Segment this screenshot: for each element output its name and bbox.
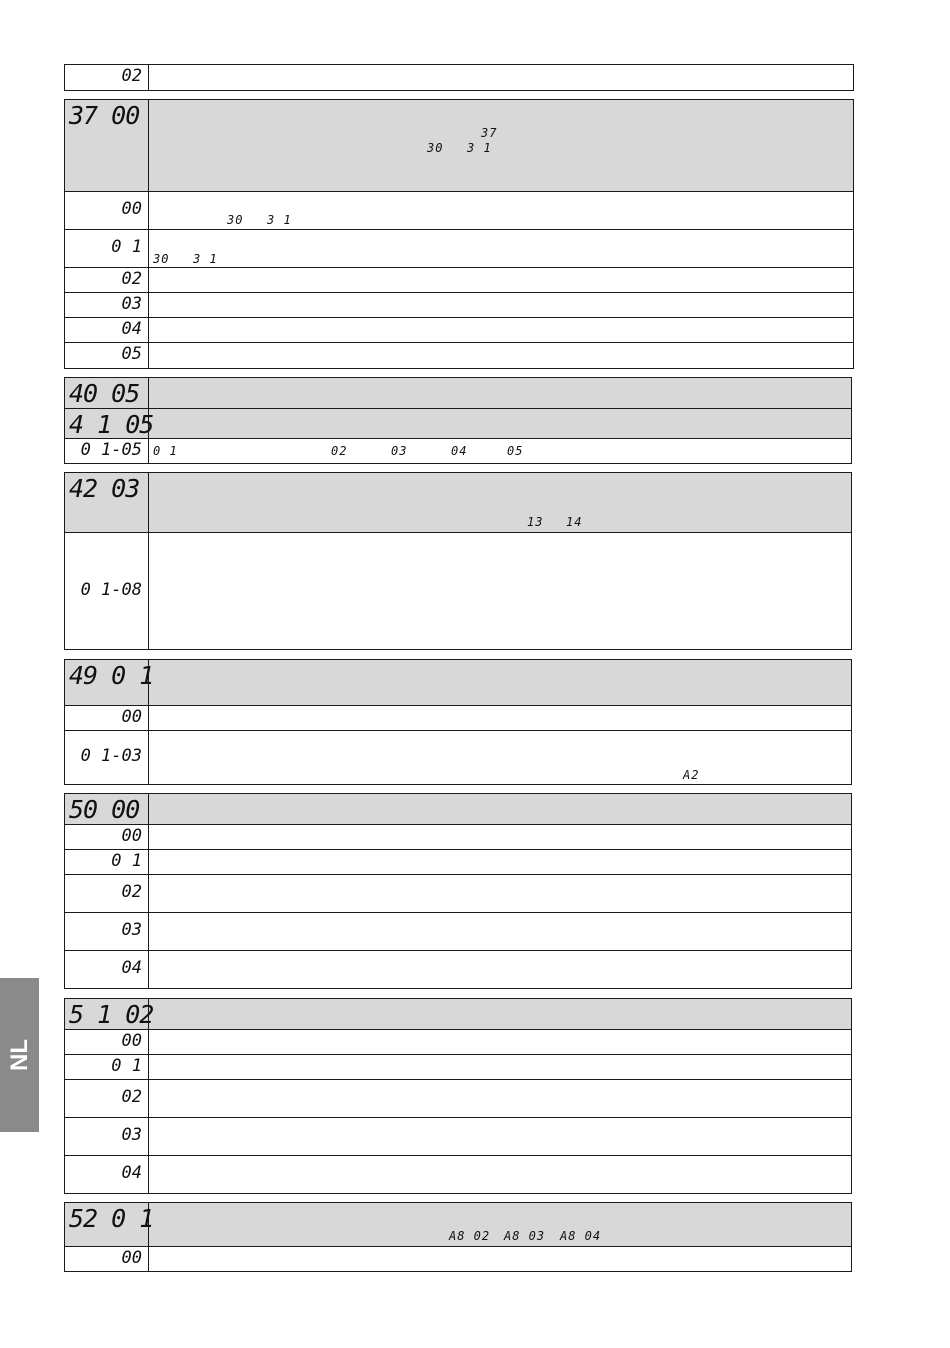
value-code-cell — [65, 731, 149, 784]
parameter-code-cell — [65, 660, 154, 705]
description-cell — [149, 660, 851, 705]
parameter-value-row — [65, 824, 851, 849]
description-cell — [149, 268, 853, 292]
parameter-value-row — [65, 874, 851, 912]
value-code-cell — [65, 951, 149, 988]
value-code: 02 — [121, 882, 142, 902]
description-cell — [149, 100, 853, 191]
parameter-value-row — [65, 1117, 851, 1155]
value-code-cell — [65, 343, 149, 368]
description-cell — [149, 825, 851, 849]
inline-code-reference: A2 — [683, 768, 700, 782]
description-cell — [149, 439, 851, 463]
parameter-code: 50 00 — [69, 795, 140, 824]
parameter-header-row — [65, 408, 851, 438]
parameter-value-row — [65, 229, 853, 267]
value-code: 05 — [121, 344, 142, 364]
inline-code-reference: 30 — [227, 213, 244, 227]
value-code: 04 — [121, 958, 142, 978]
inline-code-reference: 3 1 — [467, 141, 492, 155]
value-code-cell — [65, 293, 149, 317]
value-code: 02 — [121, 1087, 142, 1107]
parameter-value-row — [65, 267, 853, 292]
parameter-code-cell — [65, 409, 154, 439]
value-code-cell — [65, 318, 149, 342]
parameter-value-row — [65, 292, 853, 317]
parameter-table — [64, 1202, 852, 1272]
parameter-header-row — [65, 1203, 851, 1246]
inline-code-reference: A8 03 — [504, 1229, 546, 1243]
parameter-code: 42 03 — [69, 474, 140, 503]
inline-code-reference: 3 1 — [193, 252, 218, 266]
value-code: 00 — [121, 199, 142, 219]
description-cell — [149, 731, 851, 784]
description-cell — [149, 706, 851, 730]
parameter-code-cell — [65, 794, 149, 824]
parameter-value-row — [65, 1246, 851, 1271]
parameter-code-cell — [65, 100, 149, 191]
value-code: 04 — [121, 319, 142, 339]
parameter-table — [64, 998, 852, 1194]
description-cell — [149, 230, 853, 267]
description-cell — [149, 850, 851, 874]
parameter-table — [64, 472, 852, 650]
language-tab-label: NL — [5, 1039, 33, 1071]
value-code-cell — [65, 1247, 149, 1271]
value-code-cell — [65, 192, 149, 229]
value-code: 00 — [121, 707, 142, 727]
parameter-value-row — [65, 438, 851, 463]
parameter-value-row — [65, 950, 851, 988]
inline-code-reference: 04 — [451, 444, 468, 458]
parameter-value-row — [65, 1079, 851, 1117]
parameter-value-row — [65, 730, 851, 784]
language-tab — [0, 978, 39, 1132]
parameter-header-row — [65, 473, 851, 532]
parameter-value-row — [65, 317, 853, 342]
description-cell — [149, 794, 851, 824]
inline-code-reference: 03 — [391, 444, 408, 458]
value-code-cell — [65, 850, 149, 874]
parameter-value-row — [65, 65, 853, 90]
inline-code-reference: 0 1 — [153, 444, 178, 458]
value-code: 03 — [121, 920, 142, 940]
parameter-header-row — [65, 794, 851, 824]
value-code-cell — [65, 1156, 149, 1193]
value-code: 02 — [121, 66, 142, 86]
parameter-value-row — [65, 1054, 851, 1079]
value-code-cell — [65, 230, 149, 267]
description-cell — [149, 1055, 851, 1079]
parameter-table — [64, 793, 852, 989]
inline-code-reference: 3 1 — [267, 213, 292, 227]
value-code-cell — [65, 706, 149, 730]
value-code: 02 — [121, 269, 142, 289]
parameter-value-row — [65, 1155, 851, 1193]
value-code: 03 — [121, 1125, 142, 1145]
value-code-cell — [65, 1118, 149, 1155]
value-code: 0 1-05 — [80, 440, 142, 460]
parameter-table — [64, 377, 852, 464]
parameter-value-row — [65, 532, 851, 649]
value-code: 0 1-03 — [80, 746, 142, 766]
inline-code-reference: A8 02 — [449, 1229, 491, 1243]
parameter-value-row — [65, 912, 851, 950]
inline-code-reference: 02 — [331, 444, 348, 458]
parameter-header-row — [65, 378, 851, 408]
parameter-table — [64, 99, 854, 369]
description-cell — [149, 409, 851, 438]
parameter-code-cell — [65, 473, 149, 532]
description-cell — [149, 378, 851, 408]
value-code-cell — [65, 439, 149, 463]
value-code-cell — [65, 825, 149, 849]
parameter-table — [64, 64, 854, 91]
parameter-code-cell — [65, 1203, 154, 1246]
inline-code-reference: A8 04 — [560, 1229, 602, 1243]
parameter-code-cell — [65, 378, 149, 408]
parameter-table — [64, 659, 852, 785]
description-cell — [149, 533, 851, 649]
description-cell — [149, 999, 851, 1029]
description-cell — [149, 343, 853, 368]
value-code: 0 1 — [111, 851, 142, 871]
value-code: 04 — [121, 1163, 142, 1183]
parameter-value-row — [65, 191, 853, 229]
inline-code-reference: 05 — [507, 444, 524, 458]
description-cell — [149, 192, 853, 229]
inline-code-reference: 13 — [527, 515, 544, 529]
inline-code-reference: 14 — [566, 515, 583, 529]
parameter-code-cell — [65, 999, 154, 1029]
parameter-value-row — [65, 1029, 851, 1054]
value-code-cell — [65, 533, 149, 649]
description-cell — [149, 1118, 851, 1155]
description-cell — [149, 951, 851, 988]
value-code-cell — [65, 65, 149, 90]
description-cell — [149, 1203, 851, 1246]
parameter-code: 52 0 1 — [69, 1204, 154, 1233]
value-code-cell — [65, 1055, 149, 1079]
parameter-header-row — [65, 100, 853, 191]
parameter-value-row — [65, 342, 853, 368]
description-cell — [149, 1247, 851, 1271]
parameter-code: 5 1 02 — [69, 1000, 154, 1029]
description-cell — [149, 1030, 851, 1054]
parameter-header-row — [65, 999, 851, 1029]
value-code-cell — [65, 913, 149, 950]
inline-code-reference: 37 — [481, 126, 498, 140]
value-code: 0 1 — [111, 237, 142, 257]
inline-code-reference: 30 — [427, 141, 444, 155]
parameter-code: 37 00 — [69, 101, 140, 130]
value-code: 00 — [121, 1031, 142, 1051]
description-cell — [149, 65, 853, 90]
value-code: 00 — [121, 826, 142, 846]
description-cell — [149, 1080, 851, 1117]
parameter-header-row — [65, 660, 851, 705]
value-code: 03 — [121, 294, 142, 314]
parameter-code: 49 0 1 — [69, 661, 154, 690]
value-code: 0 1 — [111, 1056, 142, 1076]
description-cell — [149, 1156, 851, 1193]
description-cell — [149, 875, 851, 912]
parameter-code: 40 05 — [69, 379, 140, 408]
description-cell — [149, 293, 853, 317]
value-code-cell — [65, 1080, 149, 1117]
inline-code-reference: 30 — [153, 252, 170, 266]
value-code-cell — [65, 268, 149, 292]
value-code-cell — [65, 875, 149, 912]
description-cell — [149, 913, 851, 950]
value-code-cell — [65, 1030, 149, 1054]
description-cell — [149, 473, 851, 532]
parameter-value-row — [65, 705, 851, 730]
parameter-code: 4 1 05 — [69, 410, 154, 439]
parameter-value-row — [65, 849, 851, 874]
description-cell — [149, 318, 853, 342]
value-code: 00 — [121, 1248, 142, 1268]
value-code: 0 1-08 — [80, 580, 142, 600]
